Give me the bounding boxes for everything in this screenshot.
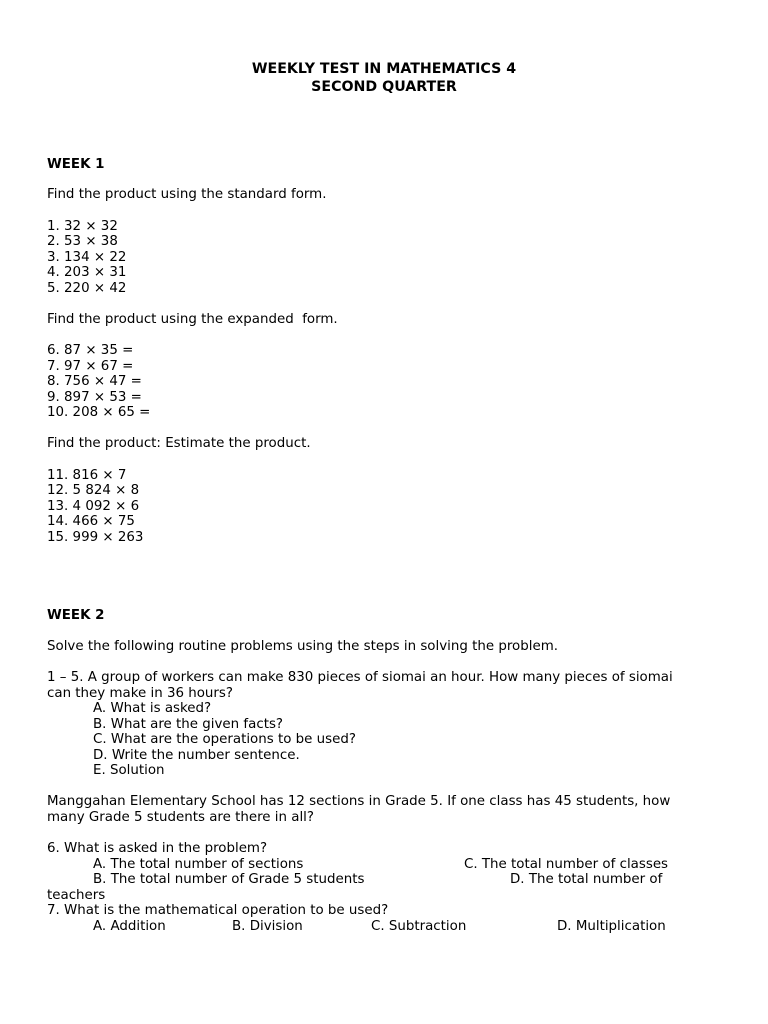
problem1-text-cont: can they make in 36 hours?: [47, 686, 234, 701]
question-6: 6. What is asked in the problem?: [47, 841, 268, 856]
list-item: 8. 756 × 47 =: [47, 374, 142, 389]
list-item: 10. 208 × 65 =: [47, 405, 151, 420]
q6-option-b: B. The total number of Grade 5 students: [93, 872, 365, 887]
problem2-text-cont: many Grade 5 students are there in all?: [47, 810, 315, 825]
question-7: 7. What is the mathematical operation to be used?: [47, 903, 389, 918]
list-item: 13. 4 092 × 6: [47, 499, 140, 514]
problem1-step: C. What are the operations to be used?: [93, 732, 356, 747]
problem2-text: Manggahan Elementary School has 12 sections in Grade 5. If one class has 45 students, how: [47, 794, 671, 809]
q6-option-d-wrap: teachers: [47, 888, 106, 903]
list-item: 2. 53 × 38: [47, 234, 118, 249]
week2-instruction: Solve the following routine problems using the steps in solving the problem.: [47, 639, 558, 654]
list-item: 5. 220 × 42: [47, 281, 127, 296]
list-item: 14. 466 × 75: [47, 514, 135, 529]
problem1-step: B. What are the given facts?: [93, 717, 284, 732]
week1-instruction-estimate: Find the product: Estimate the product.: [47, 436, 311, 451]
list-item: 12. 5 824 × 8: [47, 483, 140, 498]
week2-heading: WEEK 2: [47, 608, 105, 623]
list-item: 1. 32 × 32: [47, 219, 118, 234]
list-item: 3. 134 × 22: [47, 250, 127, 265]
q6-option-c: C. The total number of classes: [464, 857, 669, 872]
list-item: 11. 816 × 7: [47, 468, 127, 483]
problem1-text: 1 – 5. A group of workers can make 830 pieces of siomai an hour. How many pieces of siomai: [47, 670, 673, 685]
document-title: WEEKLY TEST IN MATHEMATICS 4: [251, 61, 517, 77]
q7-option-c: C. Subtraction: [371, 919, 467, 934]
list-item: 7. 97 × 67 =: [47, 359, 134, 374]
week1-instruction-expanded: Find the product using the expanded form.: [47, 312, 338, 327]
document-subtitle: SECOND QUARTER: [311, 79, 457, 95]
q6-option-d: D. The total number of: [510, 872, 663, 887]
week1-heading: WEEK 1: [47, 157, 105, 172]
list-item: 9. 897 × 53 =: [47, 390, 142, 405]
list-item: 6. 87 × 35 =: [47, 343, 134, 358]
q6-option-a: A. The total number of sections: [93, 857, 304, 872]
list-item: 15. 999 × 263: [47, 530, 144, 545]
list-item: 4. 203 × 31: [47, 265, 127, 280]
q7-option-d: D. Multiplication: [557, 919, 666, 934]
q7-option-b: B. Division: [232, 919, 303, 934]
week1-instruction-standard: Find the product using the standard form.: [47, 187, 327, 202]
problem1-step: E. Solution: [93, 763, 165, 778]
problem1-step: A. What is asked?: [93, 701, 212, 716]
q7-option-a: A. Addition: [93, 919, 166, 934]
problem1-step: D. Write the number sentence.: [93, 748, 300, 763]
